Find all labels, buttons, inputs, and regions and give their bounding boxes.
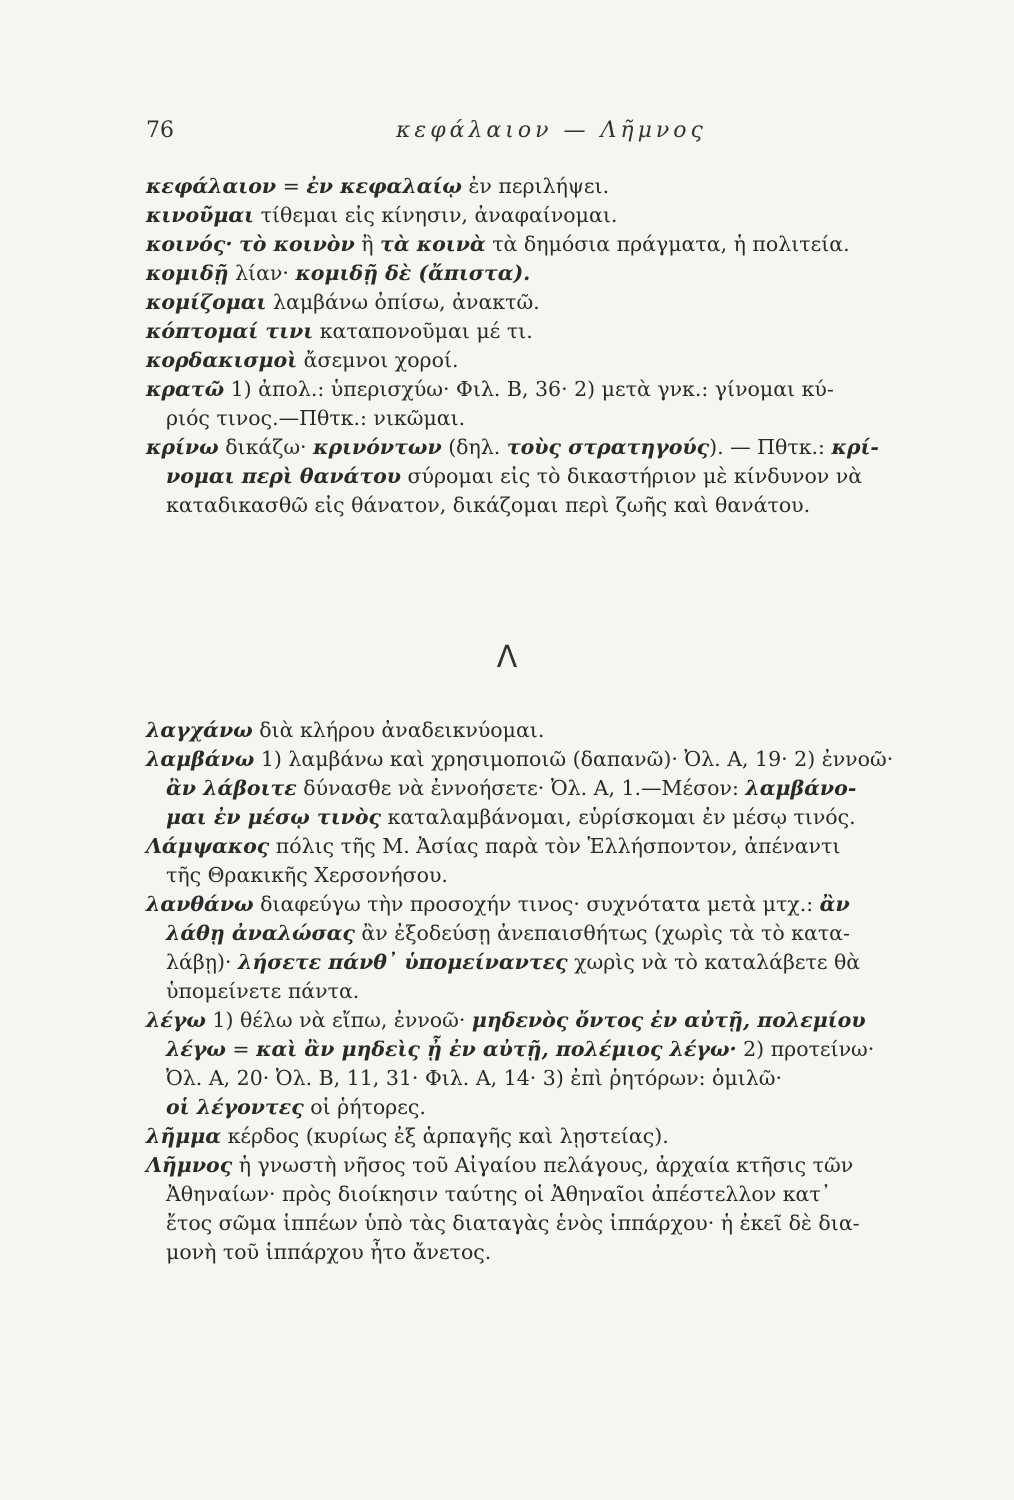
definition-text: ἂν ἐξοδεύσῃ ἀνεπαισθήτως (χωρὶς τὰ τὸ κατα- [354,921,850,945]
entry-line [146,1093,966,1122]
definition-text: Ὀλ. Α, 20· Ὀλ. Β, 11, 31· Φιλ. Α, 14· 3) ἐπὶ ῥητόρων: ὁμιλῶ· [166,1066,782,1090]
lemma-text: λάθῃ ἀναλώσας [166,921,355,945]
entry-line [146,462,966,491]
lemma-text: κορδακισμοὶ [146,348,298,372]
entry-line [146,491,966,520]
definition-text: ριός τινος.—Πθτκ.: νικῶμαι. [166,406,466,430]
entry-line [146,375,966,404]
entry-line [146,716,966,745]
lemma-text: κοινός· [146,232,233,256]
definition-text: = [225,1037,257,1061]
lemma-text: τὸ κοινὸν [239,232,355,256]
entry-line [146,745,966,774]
dictionary-entry [146,433,966,520]
dictionary-entry [146,1006,966,1122]
definition-text: τῆς Θρακικῆς Χερσονήσου. [166,863,448,887]
entry-line [146,201,966,230]
definition-text: λάβῃ)· [166,950,239,974]
entry-line [146,1035,966,1064]
lemma-text: νομαι περὶ θανάτου [166,464,402,488]
entry-line [146,288,966,317]
entry-line [146,317,966,346]
entry-line [146,1238,966,1267]
dictionary-entry [146,317,966,346]
definition-text: (δηλ. [441,435,507,459]
dictionary-entry [146,716,966,745]
definition-text: σύρομαι εἰς τὸ δικαστήριον μὲ κίνδυνον νὰ [401,464,863,488]
definition-text: διαφεύγω τὴν προσοχήν τινος· συχνότατα μετὰ μτχ.: [253,892,820,916]
definition-text: οἱ ῥήτορες. [303,1095,426,1119]
dictionary-entry [146,201,966,230]
definition-text: 1) ἀπολ.: ὑπερισχύω· Φιλ. Β, 36· 2) μετὰ γνκ.: γίνομαι κύ- [224,377,834,401]
definition-text: δύνασθε νὰ ἐννοήσετε· Ὀλ. Α, 1.—Μέσον: [296,776,746,800]
definition-text: ἄσεμνοι χοροί. [297,348,459,372]
lemma-text: καὶ ἂν μηδεὶς ᾖ ἐν αὐτῇ, πολέμιος λέγω· [256,1037,737,1061]
entry-line [146,1064,966,1093]
lemma-text: Λάμψακος [146,834,270,858]
lemma-text: λέγω [146,1008,206,1032]
definition-text: καταδικασθῶ εἰς θάνατον, δικάζομαι περὶ ζωῆς καὶ θανάτου. [166,493,811,517]
definition-text: 1) λαμβάνω καὶ χρησιμοποιῶ (δαπανῶ)· Ὀλ. Α, 19· 2) ἐννοῶ· [254,747,894,771]
definition-text: 2) προτείνω· [736,1037,875,1061]
lemma-text: λῆμμα [146,1124,222,1148]
definition-text: ἡ γνωστὴ νῆσος τοῦ Αἰγαίου πελάγους, ἀρχαία κτῆσις τῶν [232,1153,854,1177]
page-header [146,118,966,152]
running-head: κεφάλαιον — Λῆμνος [396,118,707,143]
entry-line [146,433,966,462]
entry-line [146,803,966,832]
lemma-text: τοὺς στρατηγούς [506,435,710,459]
entry-line [146,948,966,977]
definition-text: πόλις τῆς Μ. Ἀσίας παρὰ τὸν Ἑλλήσποντον, ἀπέναντι [269,834,841,858]
definition-text: κέρδος (κυρίως ἐξ ἁρπαγῆς καὶ λῃστείας). [221,1124,669,1148]
dictionary-entry [146,890,966,1006]
entry-line [146,404,966,433]
lemma-text: κομίζομαι [146,290,267,314]
dictionary-entry [146,832,966,890]
definition-text: καταπονοῦμαι μέ τι. [313,319,533,343]
lemma-text: λαμβάνο- [745,776,857,800]
definition-text: ὑπομείνετε πάντα. [166,979,360,1003]
definition-text: = [276,174,307,198]
lemma-text: κινοῦμαι [146,203,255,227]
lemma-text: ἐν κεφαλαίῳ [306,174,462,198]
entry-line [146,1122,966,1151]
entry-line [146,774,966,803]
definition-text: δικάζω· [218,435,314,459]
definition-text: ἢ [354,232,381,256]
lemma-text: Λῆμνος [146,1153,233,1177]
dictionary-entry [146,1151,966,1267]
entry-line [146,890,966,919]
entry-line [146,230,966,259]
lemma-text: λήσετε πάνθ᾽ ὑπομείναντες [238,950,568,974]
dictionary-entry [146,259,966,288]
definition-text: τίθεμαι εἰς κίνησιν, ἀναφαίνομαι. [254,203,618,227]
lemma-text: κόπτομαί τινι [146,319,314,343]
definition-text: λαμβάνω ὀπίσω, ἀνακτῶ. [266,290,540,314]
dictionary-entry [146,172,966,201]
entry-line [146,861,966,890]
lemma-text: ἂν λάβοιτε [166,776,297,800]
lemma-text: λανθάνω [146,892,254,916]
dictionary-entry [146,288,966,317]
dictionary-entry [146,230,966,259]
definition-text: μονὴ τοῦ ἱππάρχου ἦτο ἄνετος. [166,1240,492,1264]
entry-line [146,832,966,861]
lemma-text: τὰ κοινὰ [380,232,486,256]
entry-line [146,346,966,375]
lemma-text: λαγχάνω [146,718,253,742]
lemma-text: οἱ λέγοντες [166,1095,304,1119]
entry-line [146,172,966,201]
lemma-text: κρί- [831,435,879,459]
lemma-text: μηδενὸς ὄντος ἐν αὐτῇ, πολεμίου [471,1008,866,1032]
dictionary-entry [146,346,966,375]
entry-line [146,1151,966,1180]
definition-text: ἐν περιλήψει. [461,174,610,198]
dictionary-entry [146,1122,966,1151]
lemma-text: κρινόντων [313,435,442,459]
lemma-text: κεφάλαιον [146,174,277,198]
definition-text: ἔτος σῶμα ἱππέων ὑπὸ τὰς διαταγὰς ἑνὸς ἱππάρχου· ἡ ἐκεῖ δὲ δια- [166,1211,860,1235]
definition-text: Ἀθηναίων· πρὸς διοίκησιν ταύτης οἱ Ἀθηναῖοι ἀπέστελλον κατ᾽ [166,1182,831,1206]
entry-line [146,977,966,1006]
definition-text: 1) θέλω νὰ εἴπω, ἐννοῶ· [205,1008,472,1032]
definition-text: λίαν· [228,261,296,285]
definition-text: διὰ κλήρου ἀναδεικνύομαι. [252,718,545,742]
section-letter: Λ [496,640,518,675]
entry-line [146,1006,966,1035]
entries-kappa [146,172,966,520]
definition-text: ). — Πθτκ.: [709,435,832,459]
definition-text: χωρὶς νὰ τὸ καταλάβετε θὰ [567,950,861,974]
page-number: 76 [146,118,174,143]
definition-text: τὰ δημόσια πράγματα, ἡ πολιτεία. [485,232,850,256]
lemma-text: κρίνω [146,435,219,459]
entries-lambda [146,716,966,1267]
entry-line [146,1180,966,1209]
entry-line [146,1209,966,1238]
lemma-text: ἂν [819,892,850,916]
dictionary-entry [146,745,966,832]
lemma-text: κομιδῇ δὲ (ἄπιστα). [295,261,531,285]
lemma-text: μαι ἐν μέσῳ τινὸς [166,805,381,829]
dictionary-entry [146,375,966,433]
entry-line [146,259,966,288]
definition-text: καταλαμβάνομαι, εὑρίσκομαι ἐν μέσῳ τινός. [381,805,856,829]
entry-line [146,919,966,948]
lemma-text: λέγω [166,1037,226,1061]
lemma-text: λαμβάνω [146,747,255,771]
lemma-text: κομιδῇ [146,261,229,285]
lemma-text: κρατῶ [146,377,225,401]
